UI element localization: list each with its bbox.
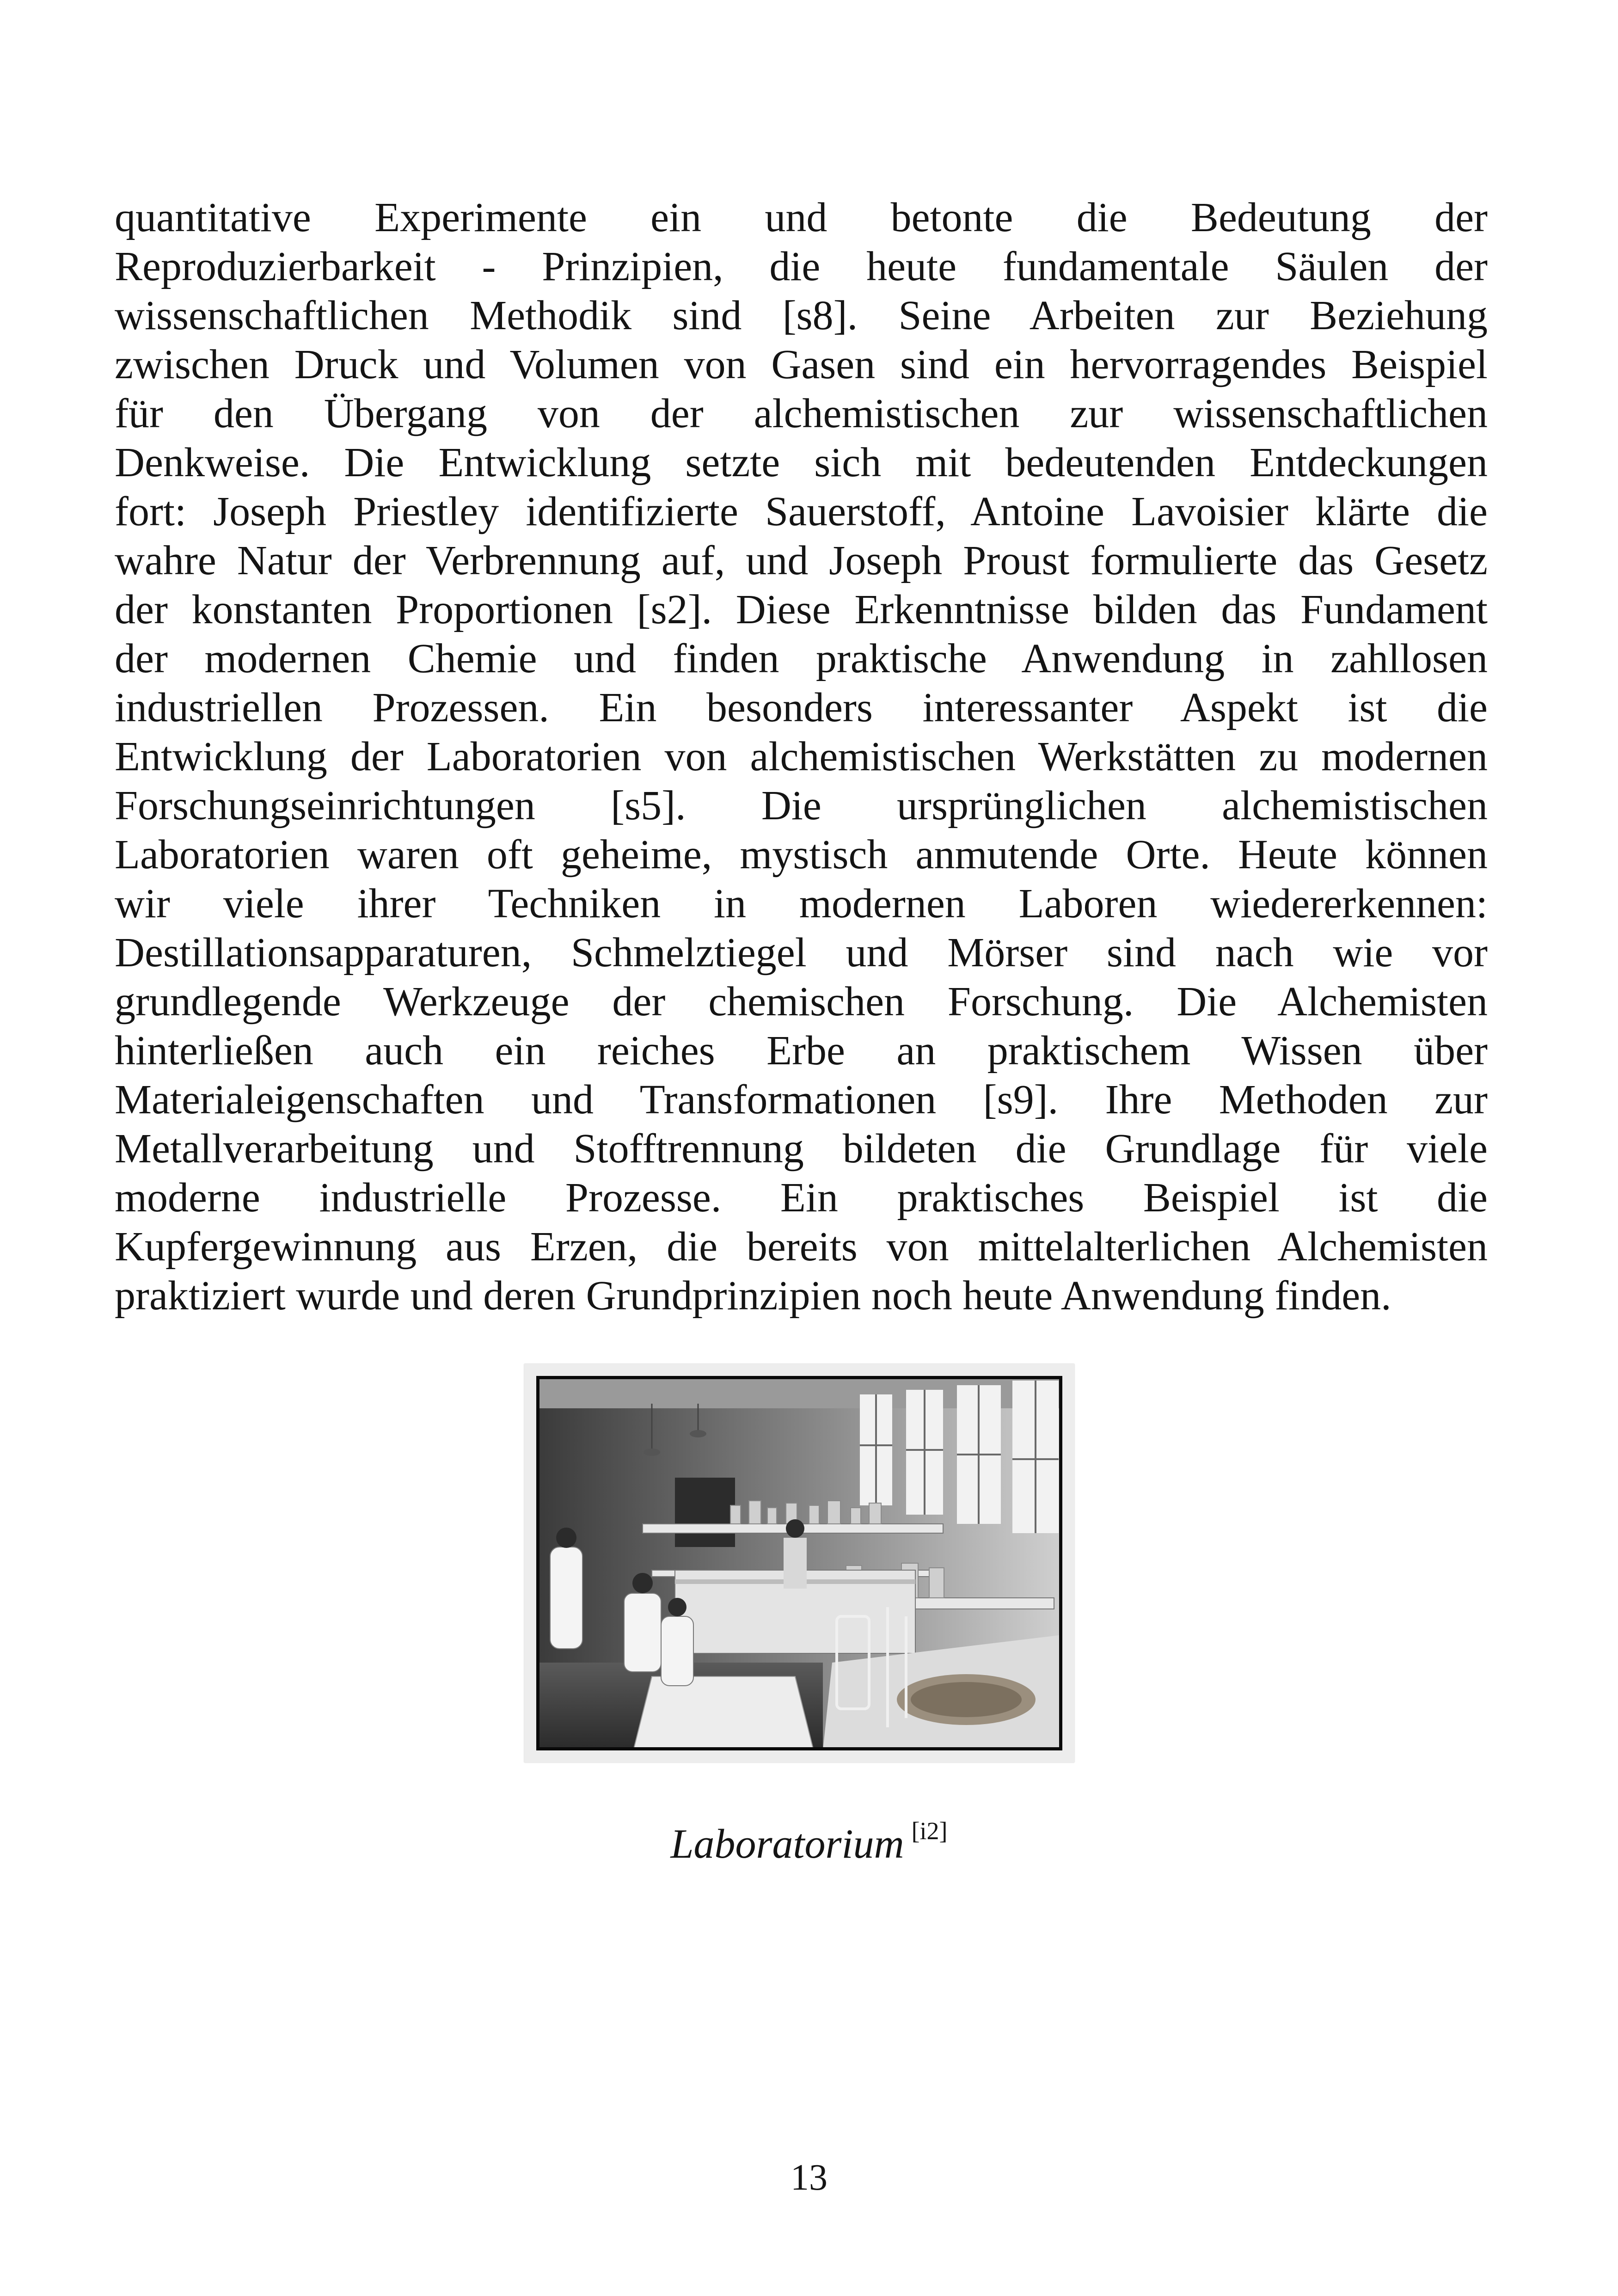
text-line: wir viele ihrer Techniken in modernen Laboren wiedererkennen: <box>115 881 1488 927</box>
text-line: hinterließen auch ein reiches Erbe an praktischem Wissen über <box>115 1028 1488 1074</box>
text-line: wahre Natur der Verbrennung auf, und Joseph Proust formulierte das Gesetz <box>115 538 1488 583</box>
text-line: grundlegende Werkzeuge der chemischen Forschung. Die Alchemisten <box>115 979 1488 1025</box>
text-line: Metallverarbeitung und Stofftrennung bildeten die Grundlage für viele <box>115 1126 1488 1172</box>
body-paragraph <box>115 193 1488 1320</box>
laboratory-photo-frame <box>524 1364 1074 1762</box>
text-line: der modernen Chemie und finden praktische Anwendung in zahllosen <box>115 636 1488 681</box>
text-line: Entwicklung der Laboratorien von alchemistischen Werkstätten zu modernen <box>115 734 1488 780</box>
text-line: wissenschaftlichen Methodik sind [s8]. Seine Arbeiten zur Beziehung <box>115 293 1488 338</box>
text-line: Laboratorien waren oft geheime, mystisch anmutende Orte. Heute können <box>115 832 1488 878</box>
text-line: industriellen Prozessen. Ein besonders interessanter Aspekt ist die <box>115 685 1488 731</box>
text-line: quantitative Experimente ein und betonte die Bedeutung der <box>115 195 1488 240</box>
text-line: Materialeigenschaften und Transformationen [s9]. Ihre Methoden zur <box>115 1077 1488 1123</box>
text-line: fort: Joseph Priestley identifizierte Sauerstoff, Antoine Lavoisier klärte die <box>115 489 1488 534</box>
text-line: Denkweise. Die Entwicklung setzte sich mit bedeutenden Entdeckungen <box>115 440 1488 485</box>
text-line: Forschungseinrichtungen [s5]. Die ursprünglichen alchemistischen <box>115 783 1488 829</box>
text-line: Kupfergewinnung aus Erzen, die bereits von mittelalterlichen Alchemisten <box>115 1224 1488 1270</box>
text-line: für den Übergang von der alchemistischen zur wissenschaftlichen <box>115 391 1488 436</box>
text-line: Reproduzierbarkeit - Prinzipien, die heute fundamentale Säulen der <box>115 244 1488 289</box>
text-line: praktiziert wurde und deren Grundprinzipien noch heute Anwendung finden. <box>115 1273 1391 1319</box>
caption-title: Laboratorium <box>670 1821 904 1867</box>
text-line: zwischen Druck und Volumen von Gasen sind ein hervorragendes Beispiel <box>115 342 1488 387</box>
text-line: der konstanten Proportionen [s2]. Diese Erkenntnisse bilden das Fundament <box>115 587 1488 632</box>
text-line: Destillationsapparaturen, Schmelztiegel und Mörser sind nach wie vor <box>115 930 1488 976</box>
figure-caption <box>0 1805 1618 1870</box>
caption-reference: [i2] <box>911 1817 948 1845</box>
text-line: moderne industrielle Prozesse. Ein praktisches Beispiel ist die <box>115 1175 1488 1221</box>
laboratory-photo <box>536 1376 1062 1750</box>
page-number: 13 <box>791 2157 827 2198</box>
